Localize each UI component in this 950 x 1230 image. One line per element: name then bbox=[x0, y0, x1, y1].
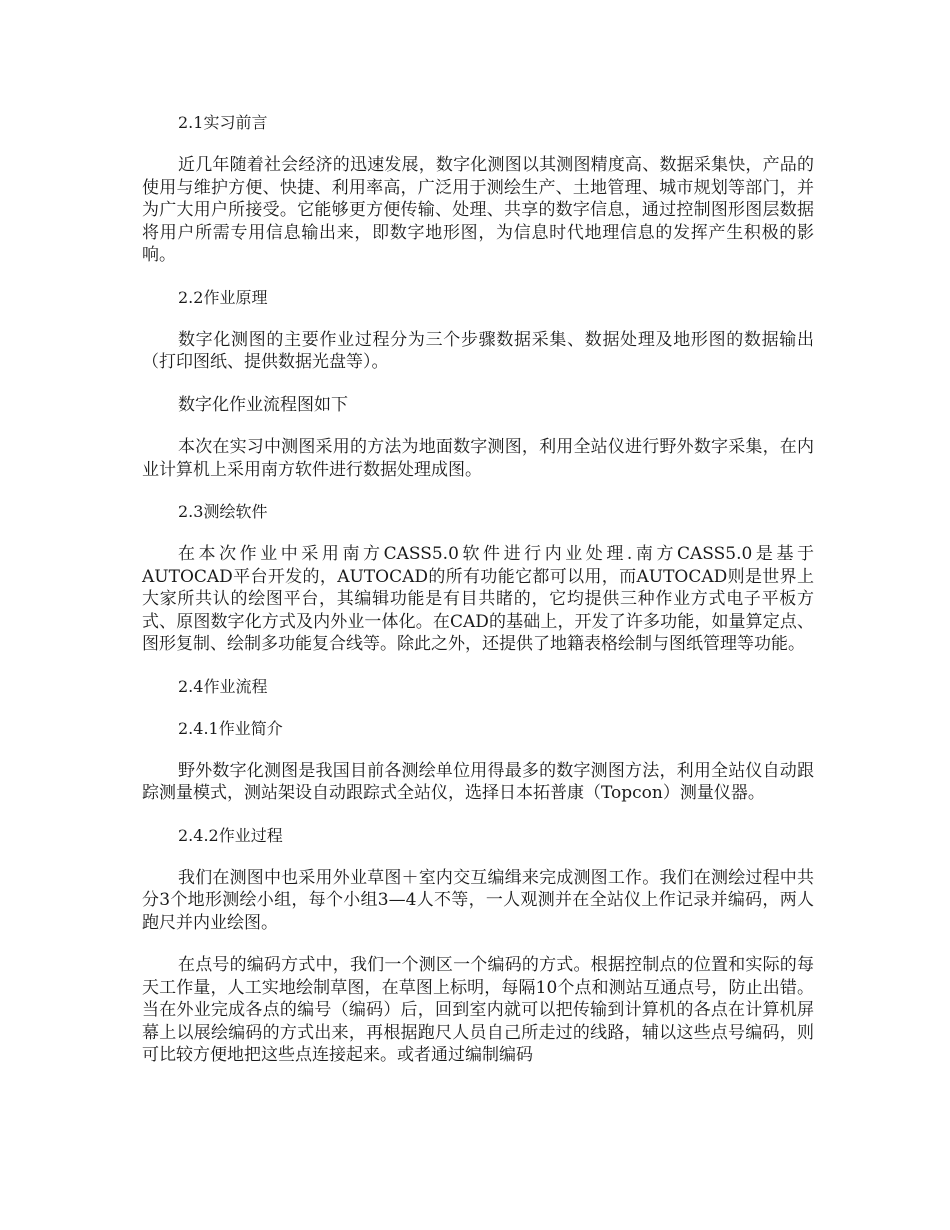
document-body bbox=[142, 112, 814, 1087]
section-heading-2-2: 2.2作业原理 bbox=[178, 287, 268, 307]
paragraph: 在点号的编码方式中，我们一个测区一个编码的方式。根据控制点的位置和实际的每天工作量，人工实地绘制草图，在草图上标明，每隔10个点和测站互通点号，防止出错。当在外业完成各点的编号（编码）后，回到室内就可以把传输到计算机的各点在计算机屏幕上以展绘编码的方式出来，再根据跑尺人员自己所走过的线路，辅以这些点号编码，则可比较方便地把这些点连接起来。或者通过编制编码 bbox=[142, 955, 814, 1065]
paragraph: 我们在测图中也采用外业草图＋室内交互编缉来完成测图工作。我们在测绘过程中共分3个地形测绘小组，每个小组3—4人不等，一人观测并在全站仪上作记录并编码，两人跑尺并内业绘图。 bbox=[142, 867, 814, 933]
section-heading-2-4-1: 2.4.1作业简介 bbox=[178, 718, 283, 738]
paragraph: 在本次作业中采用南方CASS5.0软件进行内业处理.南方CASS5.0是基于AUTOCAD平台开发的，AUTOCAD的所有功能它都可以用，而AUTOCAD则是世界上大家所共认的绘图平台，其编辑功能是有目共睹的，它均提供三种作业方式电子平板方式、原图数字化方式及内外业一体化。在CAD的基础上，开发了许多功能，如量算定点、图形复制、绘制多功能复合线等。除此之外，还提供了地籍表格绘制与图纸管理等功能。 bbox=[142, 544, 814, 654]
paragraph: 数字化作业流程图如下 bbox=[178, 394, 348, 415]
section-heading-2-4-2: 2.4.2作业过程 bbox=[178, 825, 283, 845]
paragraph: 近几年随着社会经济的迅速发展，数字化测图以其测图精度高、数据采集快，产品的使用与维护方便、快捷、利用率高，广泛用于测绘生产、土地管理、城市规划等部门，并为广大用户所接受。它能够更方便传输、处理、共享的数字信息，通过控制图形图层数据将用户所需专用信息输出来，即数字地形图，为信息时代地理信息的发挥产生积极的影响。 bbox=[142, 155, 814, 265]
section-heading-2-3: 2.3测绘软件 bbox=[178, 502, 268, 521]
paragraph: 数字化测图的主要作业过程分为三个步骤数据采集、数据处理及地形图的数据输出（打印图纸、提供数据光盘等）。 bbox=[142, 329, 814, 372]
section-heading-2-1: 2.1实习前言 bbox=[178, 113, 268, 132]
paragraph: 本次在实习中测图采用的方法为地面数字测图，利用全站仪进行野外数字采集，在内业计算机上采用南方软件进行数据处理成图。 bbox=[142, 437, 814, 480]
section-heading-2-4: 2.4作业流程 bbox=[178, 676, 268, 696]
paragraph: 野外数字化测图是我国目前各测绘单位用得最多的数字测图方法，利用全站仪自动跟踪测量模式，测站架设自动跟踪式全站仪，选择日本拓普康（Topcon）测量仪器。 bbox=[142, 760, 814, 803]
